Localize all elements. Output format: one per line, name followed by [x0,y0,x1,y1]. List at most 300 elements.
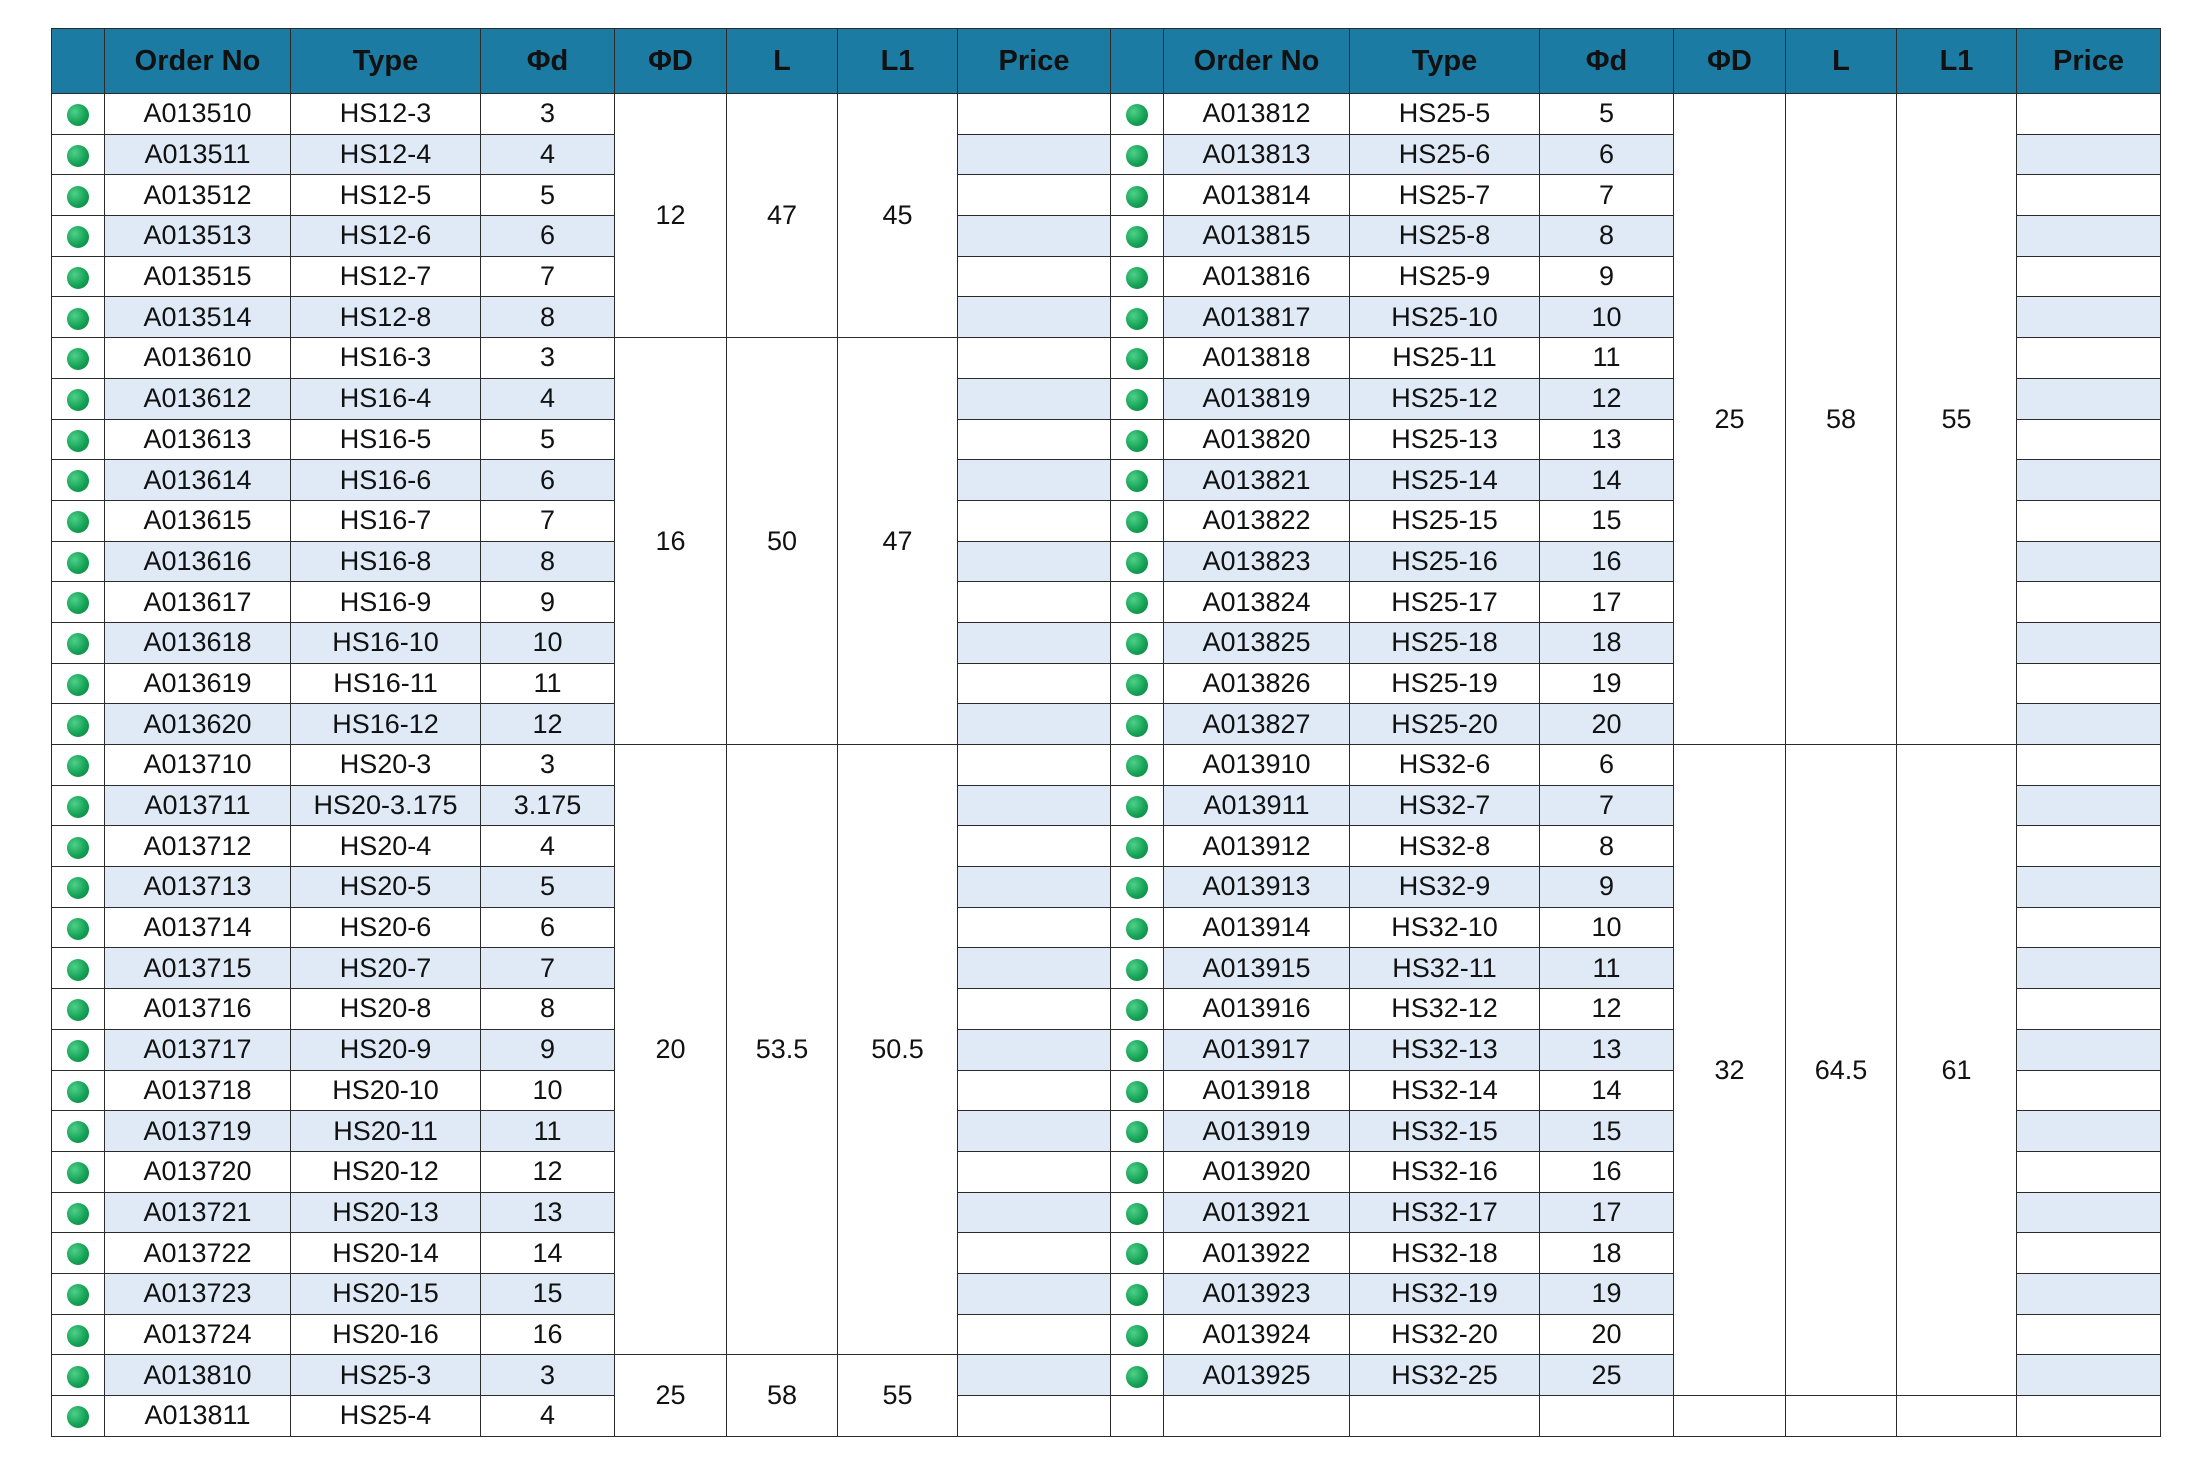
table-row [52,1396,2161,1437]
green-dot-icon [1126,430,1148,452]
order-no-cell: A013822 [1164,500,1350,541]
green-dot-icon [1126,1203,1148,1225]
price-cell[interactable] [2017,134,2161,175]
order-no-cell: A013917 [1164,1029,1350,1070]
status-indicator-cell [52,1233,105,1274]
phi-d-cell: 17 [1540,582,1674,623]
type-cell: HS16-7 [291,500,481,541]
phi-d-cell: 6 [481,460,615,501]
price-cell[interactable] [958,338,1111,379]
type-cell: HS25-5 [1350,94,1540,135]
green-dot-icon [67,226,89,248]
phi-d-cell: 18 [1540,1233,1674,1274]
phi-d-cell: 13 [1540,1029,1674,1070]
status-indicator-cell [52,134,105,175]
status-indicator-cell [1111,745,1164,786]
order-no-cell: A013710 [105,745,291,786]
order-no-cell: A013613 [105,419,291,460]
phi-d-cell: 15 [1540,1111,1674,1152]
price-cell[interactable] [958,704,1111,745]
phi-d-cell: 4 [481,826,615,867]
phi-d-cell: 13 [481,1192,615,1233]
green-dot-icon [1126,267,1148,289]
price-cell[interactable] [2017,1273,2161,1314]
phi-d-cell: 4 [481,1396,615,1437]
green-dot-icon [67,1203,89,1225]
status-indicator-cell [52,907,105,948]
order-no-cell: A013610 [105,338,291,379]
price-cell[interactable] [2017,500,2161,541]
status-indicator-cell [1111,216,1164,257]
type-cell: HS25-14 [1350,460,1540,501]
status-indicator-cell [1111,1111,1164,1152]
price-cell[interactable] [958,1029,1111,1070]
phi-d-cell: 25 [1540,1355,1674,1396]
phi-d-cell: 10 [1540,297,1674,338]
type-cell: HS25-13 [1350,419,1540,460]
empty-length-cell-right [1786,1396,1897,1437]
green-dot-icon [1126,308,1148,330]
phi-d-cell: 8 [481,297,615,338]
status-indicator-cell [52,989,105,1030]
type-cell: HS12-7 [291,256,481,297]
price-cell[interactable] [2017,989,2161,1030]
order-no-cell: A013711 [105,785,291,826]
order-no-cell: A013717 [105,1029,291,1070]
price-cell[interactable] [2017,704,2161,745]
price-cell[interactable] [958,134,1111,175]
phi-d-cell: 7 [481,500,615,541]
phi-d-cell: 6 [481,907,615,948]
phi-d-cell: 14 [1540,460,1674,501]
phi-D-merged-cell: 25 [1674,94,1786,745]
type-cell: HS20-6 [291,907,481,948]
type-cell: HS25-9 [1350,256,1540,297]
green-dot-icon [67,511,89,533]
order-no-cell: A013823 [1164,541,1350,582]
phi-d-cell: 15 [481,1273,615,1314]
type-cell: HS12-3 [291,94,481,135]
order-no-cell: A013810 [105,1355,291,1396]
price-cell[interactable] [2017,175,2161,216]
empty-phi-D-cell-right [1674,1396,1786,1437]
order-no-header-right: Order No [1164,29,1350,94]
status-indicator-cell [52,1029,105,1070]
order-no-cell: A013812 [1164,94,1350,135]
phi-D-merged-cell: 20 [615,745,727,1355]
order-no-cell: A013720 [105,1151,291,1192]
order-no-cell: A013818 [1164,338,1350,379]
green-dot-icon [67,592,89,614]
price-cell[interactable] [2017,867,2161,908]
price-cell[interactable] [958,216,1111,257]
price-cell[interactable] [958,1070,1111,1111]
phi-d-cell: 6 [1540,134,1674,175]
order-no-cell: A013712 [105,826,291,867]
type-cell: HS32-17 [1350,1192,1540,1233]
price-cell[interactable] [958,663,1111,704]
green-dot-icon [67,430,89,452]
phi-d-cell: 7 [481,256,615,297]
phi-d-cell: 7 [1540,785,1674,826]
price-cell[interactable] [958,500,1111,541]
green-dot-icon [1126,1121,1148,1143]
phi-D-header-right: ΦD [1674,29,1786,94]
phi-d-cell: 16 [1540,541,1674,582]
order-no-cell: A013614 [105,460,291,501]
price-cell[interactable] [2017,582,2161,623]
phi-d-cell: 3 [481,338,615,379]
price-cell[interactable] [2017,460,2161,501]
price-cell[interactable] [2017,419,2161,460]
order-no-cell: A013811 [105,1396,291,1437]
status-indicator-cell [1111,1314,1164,1355]
price-cell[interactable] [958,826,1111,867]
type-cell: HS32-8 [1350,826,1540,867]
phi-d-header-left: Φd [481,29,615,94]
type-cell: HS32-9 [1350,867,1540,908]
order-no-cell: A013510 [105,94,291,135]
table-row [52,94,2161,135]
price-cell[interactable] [2017,94,2161,135]
status-indicator-cell [52,500,105,541]
price-cell[interactable] [2017,378,2161,419]
green-dot-icon [67,308,89,330]
green-dot-icon [1126,796,1148,818]
type-cell: HS25-7 [1350,175,1540,216]
price-cell[interactable] [2017,1029,2161,1070]
price-cell[interactable] [958,1314,1111,1355]
status-indicator-cell [52,419,105,460]
status-indicator-cell [52,94,105,135]
phi-d-cell: 12 [1540,378,1674,419]
order-no-cell: A013816 [1164,256,1350,297]
price-cell[interactable] [958,745,1111,786]
green-dot-icon [1126,1040,1148,1062]
price-cell[interactable] [958,907,1111,948]
status-indicator-cell [1111,134,1164,175]
product-spec-sheet [51,28,2161,1437]
green-dot-icon [1126,1162,1148,1184]
type-cell: HS20-8 [291,989,481,1030]
price-cell[interactable] [958,582,1111,623]
status-indicator-cell [1111,1029,1164,1070]
price-cell[interactable] [958,867,1111,908]
green-dot-icon [1126,715,1148,737]
order-no-cell: A013511 [105,134,291,175]
status-indicator-cell [52,622,105,663]
green-dot-icon [1126,1284,1148,1306]
type-cell: HS20-14 [291,1233,481,1274]
order-no-cell: A013921 [1164,1192,1350,1233]
type-cell: HS25-11 [1350,338,1540,379]
price-cell[interactable] [2017,216,2161,257]
phi-d-cell: 17 [1540,1192,1674,1233]
type-cell: HS20-16 [291,1314,481,1355]
green-dot-icon [1126,918,1148,940]
order-no-cell: A013814 [1164,175,1350,216]
phi-d-cell: 3 [481,94,615,135]
order-no-cell: A013910 [1164,745,1350,786]
price-cell[interactable] [958,175,1111,216]
price-cell[interactable] [2017,541,2161,582]
length-merged-cell: 50 [727,338,838,745]
green-dot-icon [67,1243,89,1265]
phi-d-cell: 20 [1540,1314,1674,1355]
order-no-cell: A013719 [105,1111,291,1152]
status-indicator-cell [1111,419,1164,460]
status-indicator-cell [52,1070,105,1111]
price-cell[interactable] [2017,826,2161,867]
price-cell[interactable] [958,1192,1111,1233]
price-cell[interactable] [958,785,1111,826]
phi-d-cell: 11 [1540,338,1674,379]
order-no-cell: A013914 [1164,907,1350,948]
order-no-cell: A013824 [1164,582,1350,623]
green-dot-icon [67,796,89,818]
price-cell[interactable] [2017,948,2161,989]
phi-d-cell: 15 [1540,500,1674,541]
indicator-header-left [52,29,105,94]
order-no-cell: A013918 [1164,1070,1350,1111]
price-cell[interactable] [958,460,1111,501]
status-indicator-cell [52,460,105,501]
price-cell[interactable] [2017,1355,2161,1396]
order-no-cell: A013512 [105,175,291,216]
type-cell: HS20-13 [291,1192,481,1233]
phi-d-cell: 18 [1540,622,1674,663]
length1-merged-cell: 61 [1897,745,2017,1396]
green-dot-icon [67,145,89,167]
type-cell: HS25-12 [1350,378,1540,419]
price-cell[interactable] [2017,907,2161,948]
green-dot-icon [67,633,89,655]
length-merged-cell: 64.5 [1786,745,1897,1396]
price-cell[interactable] [2017,1070,2161,1111]
green-dot-icon [1126,186,1148,208]
empty-length1-cell-right [1897,1396,2017,1437]
phi-d-cell: 9 [481,582,615,623]
order-no-cell: A013923 [1164,1273,1350,1314]
phi-d-cell: 12 [1540,989,1674,1030]
status-indicator-cell [1111,785,1164,826]
status-indicator-cell [52,1273,105,1314]
order-no-cell: A013513 [105,216,291,257]
order-no-cell: A013615 [105,500,291,541]
type-header-right: Type [1350,29,1540,94]
type-cell: HS16-9 [291,582,481,623]
order-no-cell: A013617 [105,582,291,623]
length1-merged-cell: 50.5 [838,745,958,1355]
type-cell: HS16-12 [291,704,481,745]
phi-d-cell: 19 [1540,1273,1674,1314]
phi-d-cell: 10 [1540,907,1674,948]
phi-d-cell: 10 [481,1070,615,1111]
type-cell: HS12-8 [291,297,481,338]
order-no-cell: A013723 [105,1273,291,1314]
green-dot-icon [1126,348,1148,370]
status-indicator-cell [1111,867,1164,908]
status-indicator-cell [1111,378,1164,419]
type-cell: HS32-12 [1350,989,1540,1030]
status-indicator-cell [52,826,105,867]
green-dot-icon [1126,145,1148,167]
price-header-left: Price [958,29,1111,94]
order-no-cell: A013820 [1164,419,1350,460]
order-no-cell: A013915 [1164,948,1350,989]
price-cell[interactable] [958,297,1111,338]
type-cell: HS16-5 [291,419,481,460]
price-cell[interactable] [958,1151,1111,1192]
phi-d-cell: 10 [481,622,615,663]
status-indicator-cell [52,867,105,908]
status-indicator-cell [1111,826,1164,867]
status-indicator-cell [1111,948,1164,989]
order-no-cell: A013620 [105,704,291,745]
length-merged-cell: 58 [1786,94,1897,745]
phi-d-cell: 11 [481,663,615,704]
green-dot-icon [1126,470,1148,492]
order-no-cell: A013826 [1164,663,1350,704]
price-cell[interactable] [958,989,1111,1030]
green-dot-icon [1126,959,1148,981]
green-dot-icon [67,1406,89,1428]
price-cell[interactable] [2017,1111,2161,1152]
indicator-header-right [1111,29,1164,94]
order-no-cell: A013714 [105,907,291,948]
phi-D-merged-cell: 32 [1674,745,1786,1396]
order-no-cell: A013925 [1164,1355,1350,1396]
price-cell[interactable] [2017,1192,2161,1233]
status-indicator-cell [52,1355,105,1396]
phi-d-header-right: Φd [1540,29,1674,94]
price-cell[interactable] [2017,338,2161,379]
order-no-cell: A013716 [105,989,291,1030]
phi-d-cell: 16 [1540,1151,1674,1192]
type-cell: HS32-10 [1350,907,1540,948]
empty-price-cell-right [2017,1396,2161,1437]
status-indicator-cell [1111,663,1164,704]
price-cell[interactable] [958,1233,1111,1274]
green-dot-icon [1126,1243,1148,1265]
price-cell[interactable] [958,378,1111,419]
type-cell: HS20-3 [291,745,481,786]
price-cell[interactable] [2017,745,2161,786]
status-indicator-cell [1111,94,1164,135]
order-no-cell: A013913 [1164,867,1350,908]
status-indicator-cell [1111,989,1164,1030]
length1-header-left: L1 [838,29,958,94]
status-indicator-cell [1111,1192,1164,1233]
order-no-cell: A013724 [105,1314,291,1355]
phi-d-cell: 8 [481,989,615,1030]
type-cell: HS32-20 [1350,1314,1540,1355]
price-cell[interactable] [2017,256,2161,297]
status-indicator-cell [52,216,105,257]
green-dot-icon [1126,1081,1148,1103]
order-no-cell: A013819 [1164,378,1350,419]
status-indicator-cell [52,582,105,623]
price-cell[interactable] [2017,785,2161,826]
green-dot-icon [1126,877,1148,899]
price-cell[interactable] [2017,297,2161,338]
phi-d-cell: 3 [481,1355,615,1396]
green-dot-icon [1126,226,1148,248]
status-indicator-cell [52,1151,105,1192]
green-dot-icon [67,1162,89,1184]
type-cell: HS25-20 [1350,704,1540,745]
status-indicator-cell [52,663,105,704]
length1-merged-cell: 45 [838,94,958,338]
status-indicator-cell [1111,907,1164,948]
status-indicator-cell [52,256,105,297]
order-no-cell: A013919 [1164,1111,1350,1152]
price-cell[interactable] [2017,1314,2161,1355]
price-cell[interactable] [958,1111,1111,1152]
status-indicator-cell [52,338,105,379]
phi-d-cell: 14 [481,1233,615,1274]
green-dot-icon [1126,511,1148,533]
green-dot-icon [67,348,89,370]
type-cell: HS20-7 [291,948,481,989]
phi-d-cell: 7 [481,948,615,989]
type-cell: HS32-6 [1350,745,1540,786]
price-cell[interactable] [958,1273,1111,1314]
green-dot-icon [67,1121,89,1143]
type-cell: HS25-6 [1350,134,1540,175]
price-cell[interactable] [958,419,1111,460]
type-cell: HS16-10 [291,622,481,663]
green-dot-icon [67,877,89,899]
price-cell[interactable] [958,622,1111,663]
price-cell[interactable] [958,1396,1111,1437]
order-no-cell: A013815 [1164,216,1350,257]
type-cell: HS25-8 [1350,216,1540,257]
empty-phi-d-cell-right [1540,1396,1674,1437]
green-dot-icon [67,1366,89,1388]
green-dot-icon [67,715,89,737]
price-cell[interactable] [2017,622,2161,663]
order-no-cell: A013813 [1164,134,1350,175]
green-dot-icon [1126,1366,1148,1388]
empty-indicator-cell-right [1111,1396,1164,1437]
price-cell[interactable] [958,256,1111,297]
phi-d-cell: 4 [481,134,615,175]
price-cell[interactable] [2017,663,2161,704]
price-cell[interactable] [958,1355,1111,1396]
order-no-cell: A013619 [105,663,291,704]
status-indicator-cell [52,1396,105,1437]
price-cell[interactable] [958,94,1111,135]
green-dot-icon [1126,837,1148,859]
price-cell[interactable] [2017,1233,2161,1274]
order-no-cell: A013718 [105,1070,291,1111]
length-merged-cell: 47 [727,94,838,338]
status-indicator-cell [52,297,105,338]
price-cell[interactable] [958,541,1111,582]
price-cell[interactable] [2017,1151,2161,1192]
spec-table [51,28,2161,1437]
phi-d-cell: 5 [481,175,615,216]
type-cell: HS32-15 [1350,1111,1540,1152]
phi-d-cell: 6 [481,216,615,257]
phi-d-cell: 12 [481,1151,615,1192]
price-cell[interactable] [958,948,1111,989]
order-no-cell: A013924 [1164,1314,1350,1355]
order-no-cell: A013825 [1164,622,1350,663]
green-dot-icon [67,470,89,492]
type-cell: HS32-25 [1350,1355,1540,1396]
